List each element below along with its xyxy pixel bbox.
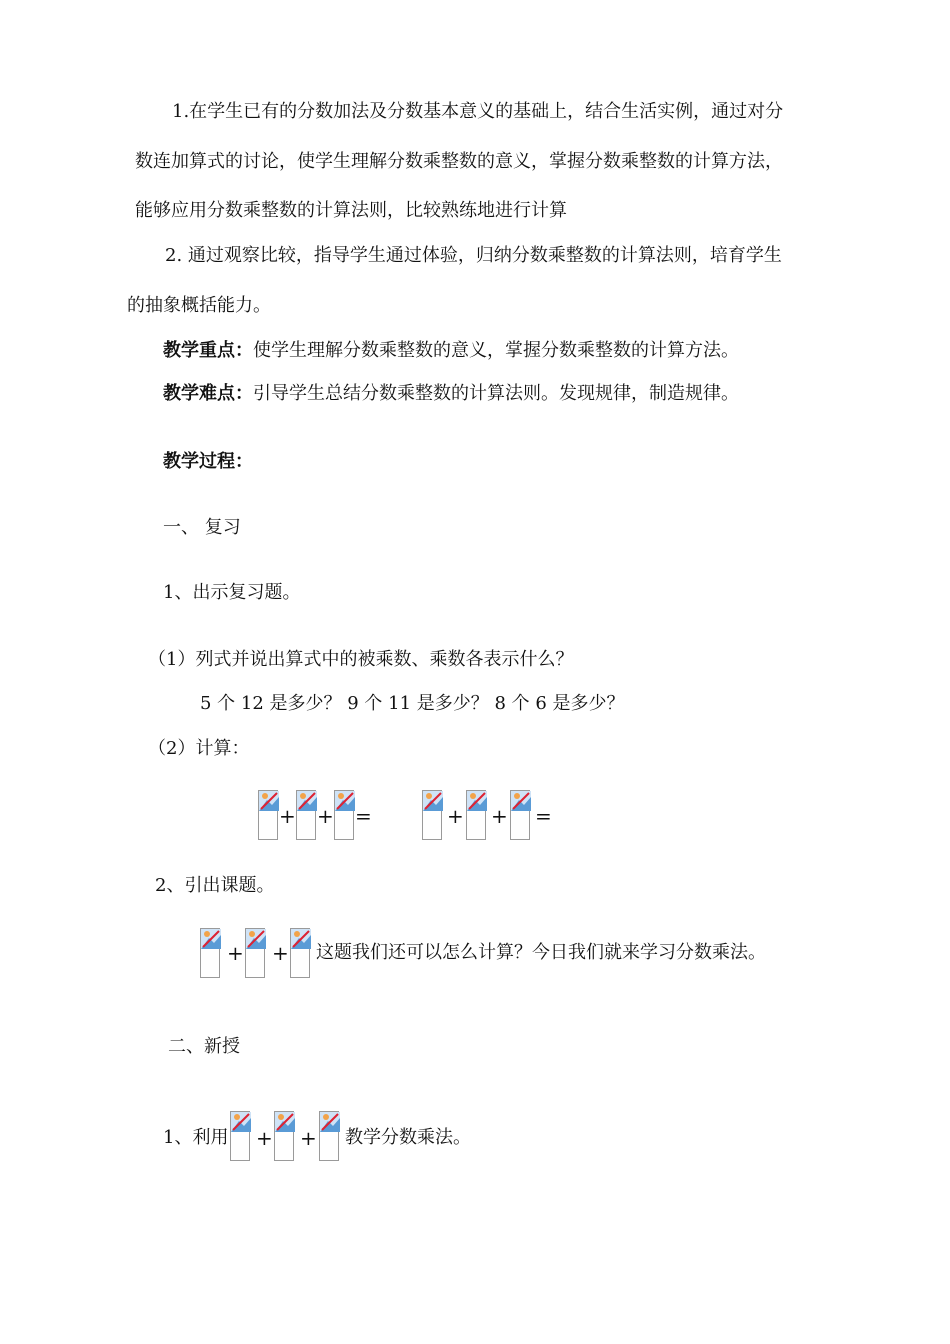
new-lesson-heading: 二、新授 [168, 1036, 240, 1057]
fraction-image-placeholder [510, 790, 530, 840]
plus-sign: + [447, 804, 464, 828]
fraction-image-placeholder [296, 790, 316, 840]
difficulty [163, 382, 739, 406]
fraction-image-placeholder [245, 928, 265, 978]
plus-sign: + [317, 804, 334, 828]
new-lesson-item-1-prefix: 1、利用 [163, 1127, 229, 1148]
key-point-text: 使学生理解分数乘整数的意义，掌握分数乘整数的计算方法。 [253, 340, 739, 361]
fraction-image-placeholder [200, 928, 220, 978]
fraction-image-placeholder [422, 790, 442, 840]
fraction-image-placeholder [319, 1111, 339, 1161]
goal-1-line-3: 能够应用分数乘整数的计算法则，比较熟练地进行计算 [135, 200, 567, 221]
review-question-1: （1）列式并说出算式中的被乘数、乘数各表示什么？ [148, 649, 574, 670]
plus-sign: + [227, 941, 244, 965]
fraction-image-placeholder [258, 790, 278, 840]
plus-sign: + [300, 1126, 317, 1150]
goal-1-line-1: 1.在学生已有的分数加法及分数基本意义的基础上，结合生活实例，通过对分 [172, 101, 784, 122]
intro-item-2: 2、引出课题。 [155, 875, 275, 896]
plus-sign: + [256, 1126, 273, 1150]
goal-1-line-2: 数连加算式的讨论，使学生理解分数乘整数的意义，掌握分数乘整数的计算方法， [135, 151, 783, 172]
equals-sign: = [535, 804, 552, 828]
review-heading: 一、 复习 [163, 517, 241, 538]
fraction-image-placeholder [290, 928, 310, 978]
fraction-image-placeholder [334, 790, 354, 840]
plus-sign: + [491, 804, 508, 828]
fraction-image-placeholder [274, 1111, 294, 1161]
review-question-1-examples: 5 个 12 是多少？ 9 个 11 是多少？ 8 个 6 是多少？ [200, 693, 625, 714]
equals-sign: = [355, 804, 372, 828]
fraction-image-placeholder [230, 1111, 250, 1161]
goal-2-line-2: 的抽象概括能力。 [127, 295, 271, 316]
difficulty-text: 引导学生总结分数乘整数的计算法则。发现规律，制造规律。 [253, 383, 739, 404]
fraction-image-placeholder [466, 790, 486, 840]
difficulty-label: 教学难点： [163, 383, 253, 404]
key-point [163, 339, 739, 363]
intro-tail-text: 这题我们还可以怎么计算？今日我们就来学习分数乘法。 [316, 942, 766, 963]
goal-2-line-1: 2. 通过观察比较，指导学生通过体验，归纳分数乘整数的计算法则，培育学生 [165, 245, 782, 266]
review-item-1: 1、出示复习题。 [163, 582, 301, 603]
plus-sign: + [279, 804, 296, 828]
review-question-2: （2）计算： [148, 738, 250, 759]
process-title: 教学过程： [163, 451, 253, 472]
key-point-label: 教学重点： [163, 340, 253, 361]
new-lesson-item-1-suffix: 教学分数乘法。 [345, 1127, 471, 1148]
plus-sign: + [272, 941, 289, 965]
